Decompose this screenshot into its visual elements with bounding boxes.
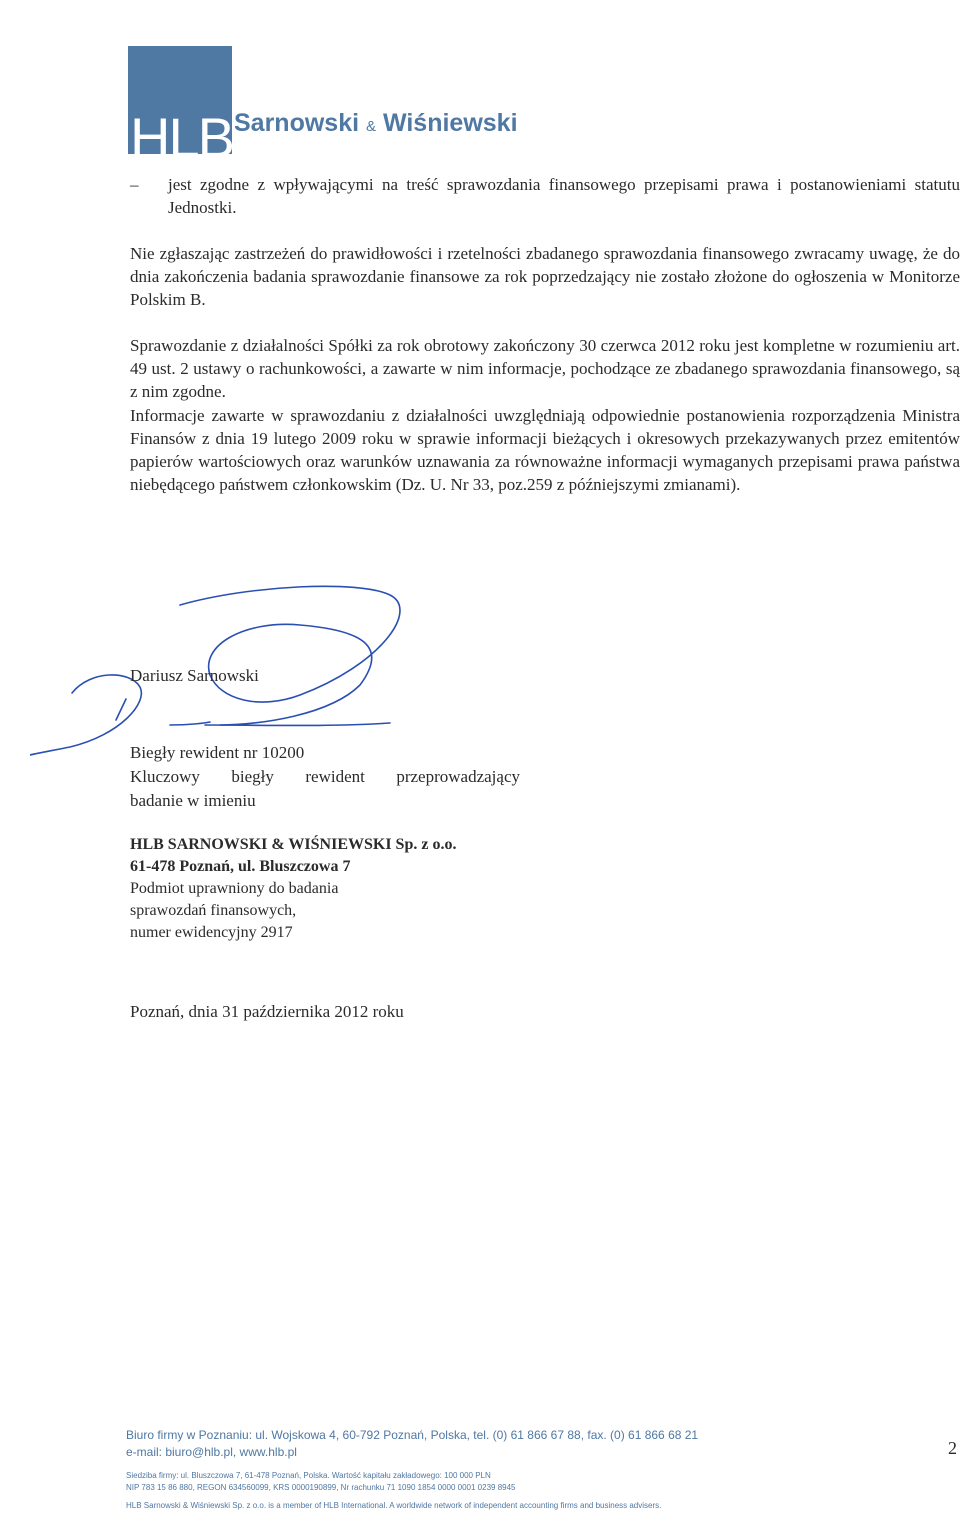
company-logo <box>128 46 528 169</box>
firm-name: HLB SARNOWSKI & WIŚNIEWSKI Sp. z o.o. <box>130 836 457 853</box>
footer-office: Biuro firmy w Poznaniu: ul. Wojskowa 4, 60-792 Poznań, Polska, tel. (0) 61 866 67 88, fax. (0) 61 866 68 21 <box>126 1428 699 1442</box>
auditor-role-continued: badanie w imieniu <box>130 791 256 810</box>
bullet-dash: – <box>130 175 139 194</box>
logo-firm-second: Wiśniewski <box>382 109 518 137</box>
logo-mark: HLB <box>130 106 233 169</box>
footer-network: HLB Sarnowski & Wiśniewski Sp. z o.o. is a member of HLB International. A worldwide network of independent accounting firms and business advisers. <box>126 1501 662 1510</box>
firm-line-1: Podmiot uprawniony do badania <box>130 880 339 897</box>
place-date: Poznań, dnia 31 października 2012 roku <box>130 1002 404 1021</box>
bullet-text: jest zgodne z wpływającymi na treść sprawozdania finansowego przepisami prawa i postanowieniami statutu Jednostki. <box>168 175 960 217</box>
firm-block <box>130 834 456 944</box>
logo-box <box>128 46 233 169</box>
bullet-item <box>130 173 960 219</box>
logo-firm-first: Sarnowski <box>234 109 360 137</box>
page-number: 2 <box>948 1438 957 1458</box>
paragraph-regulation: Informacje zawarte w sprawozdaniu z działalności uwzględniają odpowiednie postanowienia rozporządzenia Ministra Finansów z dnia 19 lutego 2009 roku w sprawie informacji bieżących i okresowych przekazywanych przez emitentów papierów wartościowych oraz warunków uznawania za równoważne informacji wymaganych przepisami prawa państwa niebędącego państwem członkowskim (Dz. U. Nr 33, poz.259 z późniejszymi zmianami). <box>130 406 960 494</box>
paragraph-activity-report: Sprawozdanie z działalności Spółki za rok obrotowy zakończony 30 czerwca 2012 roku jest kompletne w rozumieniu art. 49 ust. 2 ustawy o rachunkowości, a zawarte w nim informacje, pochodzące ze zbadanego sprawozdania finansowego, są z nim zgodne. <box>130 336 960 401</box>
logo-firm-name <box>234 108 518 142</box>
firm-address: 61-478 Poznań, ul. Bluszczowa 7 <box>130 858 351 875</box>
firm-line-3: numer ewidencyjny 2917 <box>130 924 293 941</box>
auditor-role: Kluczowy biegły rewident przeprowadzający <box>130 767 520 786</box>
footer-seat: Siedziba firmy: ul. Bluszczowa 7, 61-478 Poznań, Polska. Wartość kapitału zakładowego: 100 000 PLN <box>126 1471 491 1480</box>
auditor-title: Biegły rewident nr 10200 <box>130 743 305 762</box>
footer-contact: e-mail: biuro@hlb.pl, www.hlb.pl <box>126 1445 297 1459</box>
signatory-name: Dariusz Sarnowski <box>130 666 259 685</box>
firm-line-2: sprawozdań finansowych, <box>130 902 297 919</box>
paragraph-reservation: Nie zgłaszając zastrzeżeń do prawidłowości i rzetelności zbadanego sprawozdania finansowego zwracamy uwagę, że do dnia zakończenia badania sprawozdanie finansowe za rok poprzedzający nie zostało złożone do ogłoszenia w Monitorze Polskim B. <box>130 244 960 309</box>
footer-registry: NIP 783 15 86 880, REGON 634560099, KRS 0000190899, Nr rachunku 71 1090 1854 0000 0001 0239 8945 <box>126 1483 516 1492</box>
logo-firm-amp: & <box>366 118 377 135</box>
